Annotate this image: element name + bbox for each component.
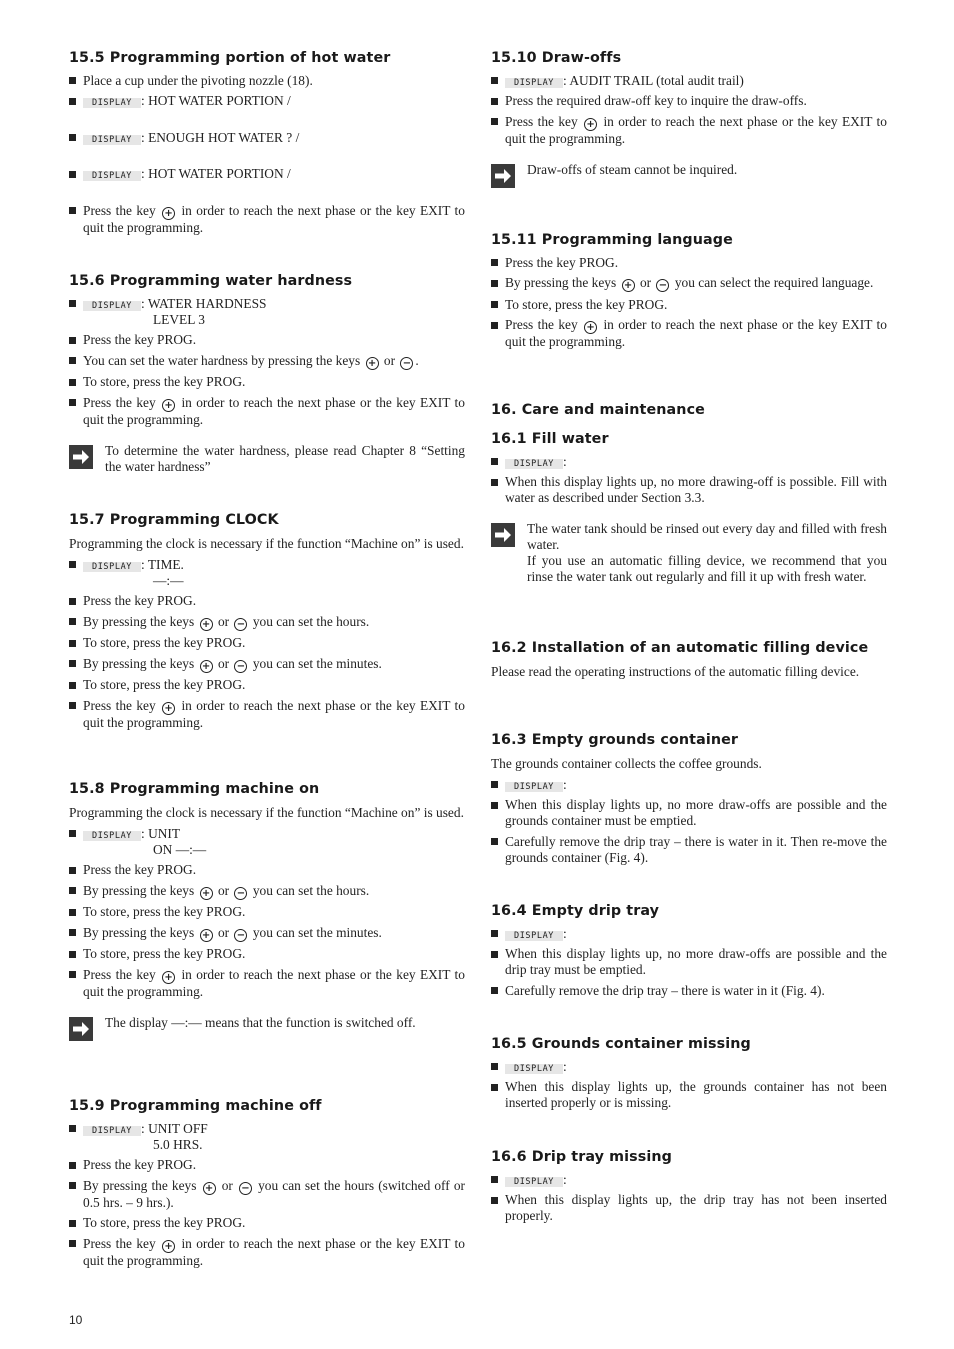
item-subtext: —:— [153,572,184,588]
section-title: 15.7 Programming CLOCK [69,512,279,528]
item-text: When this display lights up, no more draw-offs are possible and the drip tray must be emptied. [505,946,887,977]
list-item [491,797,887,829]
section-15-10 [491,48,887,178]
item-text: you can set the hours. [252,882,370,898]
item-list [69,73,465,236]
display-icon: DISPLAY [83,301,141,311]
item-text: When this display lights up, no more drawing-off is possible. Fill with water as described under Section 3.3. [505,474,887,505]
plus-key-icon: + [200,929,213,942]
section-title: 16.1 Fill water [491,431,609,447]
item-text: Place a cup under the pivoting nozzle (18). [83,72,313,88]
item-text: By pressing the keys [83,1177,197,1193]
item-text: or [217,655,230,671]
list-item [69,353,465,370]
item-text: When this display lights up, no more draw-offs are possible and the grounds container must be emptied. [505,797,887,828]
list-item [491,983,887,999]
plus-key-icon: + [162,399,175,412]
item-text: Press the key PROG. [83,1157,197,1172]
item-text: or [217,882,230,898]
item-list [491,777,887,866]
item-text: Press the key [83,394,156,410]
list-item [491,1192,887,1224]
list-item [69,374,465,390]
item-text: : TIME. [141,556,184,572]
item-text: in order to reach the next phase or the key EXIT to quit the programming. [83,966,465,999]
item-text: : ENOUGH HOT WATER ? / [141,129,300,145]
item-text: : HOT WATER PORTION / [141,93,291,108]
item-text: : AUDIT TRAIL (total audit trail) [563,72,744,88]
list-item [69,925,465,942]
list-item [69,826,465,858]
section-15-5 [69,48,465,236]
plus-key-icon: + [162,702,175,715]
section-intro: The grounds container collects the coffee grounds. [491,756,762,771]
list-item [491,834,887,866]
list-item [69,1121,465,1153]
item-text: or [639,275,652,290]
item-text: you can select the required language. [674,275,874,290]
minus-key-icon: − [239,1182,252,1195]
item-text: Press the key [83,697,156,713]
display-icon: DISPLAY [505,78,563,88]
list-item [69,296,465,328]
display-icon: DISPLAY [505,931,563,941]
display-icon: DISPLAY [505,459,563,469]
page-number: 10 [69,1313,83,1327]
item-list [69,557,465,731]
item-text: To store, press the key PROG. [83,677,246,692]
item-text: : UNIT OFF [141,1120,208,1136]
item-text: in order to reach the next phase or the key EXIT to quit the programming. [83,697,465,730]
item-text: Press the key PROG. [83,593,197,608]
item-list [491,73,887,147]
section-15-7 [69,510,465,731]
item-text: you can set the hours. [252,613,370,629]
list-item [69,904,465,920]
display-icon: DISPLAY [83,562,141,572]
section-title: 15.9 Programming machine off [69,1098,322,1114]
list-item [69,395,465,428]
list-item [69,1215,465,1231]
section-intro: Programming the clock is necessary if the function “Machine on” is used. [69,536,464,551]
item-text: To store, press the key PROG. [83,904,246,919]
item-text: Press the key [505,317,578,332]
item-text: you can set the minutes. [252,924,382,940]
item-text: you can set the hours (switched off or 0.5 hrs. – 9 hrs.). [83,1177,465,1210]
note-text: The water tank should be rinsed out every day and filled with fresh water. [527,521,887,552]
list-item [69,698,465,731]
list-item [69,130,465,146]
plus-key-icon: + [584,321,597,334]
section-16-5 [491,1034,887,1111]
list-item [69,635,465,651]
plus-key-icon: + [162,971,175,984]
item-text: Press the key [83,202,156,218]
section-title: 15.11 Programming language [491,232,733,248]
arrow-right-icon [69,1017,93,1041]
plus-key-icon: + [584,118,597,131]
section-15-11 [491,230,887,350]
display-icon: DISPLAY [83,135,141,145]
list-item [69,677,465,693]
item-text: By pressing the keys [83,882,195,898]
minus-key-icon: − [234,929,247,942]
item-list [69,296,465,428]
item-list [491,255,887,351]
section-15-6 [69,271,465,475]
section-title: 15.10 Draw-offs [491,50,622,66]
display-icon: DISPLAY [505,1064,563,1074]
item-text: Press the key [83,1235,156,1251]
minus-key-icon: − [656,279,669,292]
list-item [69,166,465,182]
list-item [491,275,887,292]
item-list [491,926,887,999]
section-title: 15.5 Programming portion of hot water [69,50,391,66]
list-item [491,1059,887,1075]
item-text: . [415,352,419,368]
item-text: you can set the minutes. [252,655,382,671]
item-text: or [221,1177,233,1193]
section-title: 16.6 Drip tray missing [491,1149,673,1165]
section-16-6 [491,1147,887,1224]
list-item [491,297,887,313]
list-item [69,883,465,900]
item-list [491,454,887,507]
plus-key-icon: + [162,207,175,220]
list-item [69,946,465,962]
minus-key-icon: − [234,887,247,900]
item-subtext: 5.0 HRS. [153,1136,203,1152]
list-item [491,255,887,271]
section-16-2 [491,638,868,680]
item-list [69,1121,465,1269]
list-item [69,203,465,236]
section-title: 15.6 Programming water hardness [69,273,353,289]
list-item [69,593,465,609]
item-text: or [217,613,230,629]
item-text: : HOT WATER PORTION / [141,166,291,181]
chapter-title: 16. Care and maintenance [491,402,705,418]
item-text: Press the key PROG. [505,254,619,270]
list-item [491,946,887,978]
section-16-4 [491,901,887,999]
item-text: : [563,453,567,469]
display-icon: DISPLAY [83,171,141,181]
item-text: in order to reach the next phase or the key EXIT to quit the programming. [83,202,465,235]
item-text: By pressing the keys [83,924,195,940]
item-text: To store, press the key PROG. [83,635,246,650]
list-item [69,967,465,1000]
item-text: : WATER HARDNESS [141,295,267,311]
item-text: in order to reach the next phase or the key EXIT to quit the programming. [505,113,887,146]
section-title: 16.3 Empty grounds container [491,732,739,748]
note [491,162,887,178]
list-item [69,656,465,673]
section-intro: Programming the clock is necessary if the function “Machine on” is used. [69,805,464,820]
item-text: : UNIT [141,825,181,841]
section-16-1 [491,429,887,585]
item-text: or [383,352,396,368]
item-text: When this display lights up, the drip tray has not been inserted properly. [505,1192,887,1223]
item-text: When this display lights up, the grounds container has not been inserted properly or is missing. [505,1079,887,1110]
item-text: By pressing the keys [83,655,195,671]
item-text: Carefully remove the drip tray – there is water in it (Fig. 4). [505,982,825,998]
item-text: By pressing the keys [83,613,195,629]
arrow-right-icon [491,523,515,547]
item-text: Press the key PROG. [83,332,197,347]
display-icon: DISPLAY [505,782,563,792]
item-text: You can set the water hardness by pressing the keys [83,352,361,368]
plus-key-icon: + [622,279,635,292]
list-item [69,332,465,348]
list-item [491,73,887,89]
list-item [491,317,887,350]
section-title: 16.2 Installation of an automatic filling device [491,640,869,656]
item-list [491,1172,887,1225]
minus-key-icon: − [234,618,247,631]
item-text: Carefully remove the drip tray – there is water in it. Then re-move the grounds container (Fig. 4). [505,833,887,865]
plus-key-icon: + [200,887,213,900]
section-16-3 [491,730,887,866]
item-text: Press the key [505,113,578,129]
note [491,521,887,585]
plus-key-icon: + [200,618,213,631]
section-title: 16.4 Empty drip tray [491,903,660,919]
item-text: in order to reach the next phase or the key EXIT to quit the programming. [505,317,887,349]
note-text: To determine the water hardness, please read Chapter 8 “Setting the water hardness” [105,442,465,474]
note [69,1015,465,1031]
list-item [491,1172,887,1188]
list-item [491,777,887,793]
item-list [69,826,465,1000]
plus-key-icon: + [162,1240,175,1253]
item-text: in order to reach the next phase or the key EXIT to quit the programming. [83,394,465,427]
item-text: or [217,924,230,940]
plus-key-icon: + [366,357,379,370]
item-text: : [563,776,567,792]
list-item [69,614,465,631]
list-item [69,93,465,109]
item-text: By pressing the keys [505,275,617,290]
item-text: To store, press the key PROG. [83,374,246,389]
arrow-right-icon [69,445,93,469]
list-item [69,557,465,589]
note [69,443,465,475]
list-item [69,1157,465,1173]
item-text: : [563,1058,567,1074]
display-icon: DISPLAY [505,1177,563,1187]
item-subtext: LEVEL 3 [153,311,205,327]
list-item [491,454,887,470]
list-item [69,73,465,89]
section-title: 15.8 Programming machine on [69,781,320,797]
item-text: in order to reach the next phase or the key EXIT to quit the programming. [83,1235,465,1268]
display-icon: DISPLAY [83,98,141,108]
item-list [491,1059,887,1112]
list-item [491,926,887,942]
item-subtext: ON —:— [153,841,207,857]
section-text: Please read the operating instructions of the automatic filling device. [491,664,860,679]
item-text: To store, press the key PROG. [83,1215,246,1230]
item-text: To store, press the key PROG. [83,946,246,961]
list-item [491,474,887,506]
note-text: The display —:— means that the function is switched off. [105,1014,416,1030]
item-text: : [563,925,567,941]
plus-key-icon: + [203,1182,216,1195]
item-text: To store, press the key PROG. [505,296,668,312]
note-text: If you use an automatic filling device, we recommend that you rinse the water tank out regularly and fill it up with fresh water. [527,553,887,584]
list-item [69,1178,465,1211]
list-item [491,114,887,147]
section-15-8 [69,779,465,1031]
plus-key-icon: + [200,660,213,673]
list-item [491,1079,887,1111]
list-item [69,1236,465,1269]
item-text: Press the key PROG. [83,862,197,877]
minus-key-icon: − [234,660,247,673]
display-icon: DISPLAY [83,1126,141,1136]
list-item [491,93,887,109]
note-text: Draw-offs of steam cannot be inquired. [527,161,738,177]
list-item [69,862,465,878]
item-text: Press the key [83,966,156,982]
section-title: 16.5 Grounds container missing [491,1036,751,1052]
item-text: : [563,1171,567,1187]
section-16 [491,400,705,420]
minus-key-icon: − [400,357,413,370]
display-icon: DISPLAY [83,831,141,841]
item-text: Press the required draw-off key to inquire the draw-offs. [505,93,807,108]
arrow-right-icon [491,164,515,188]
section-15-9 [69,1096,465,1269]
